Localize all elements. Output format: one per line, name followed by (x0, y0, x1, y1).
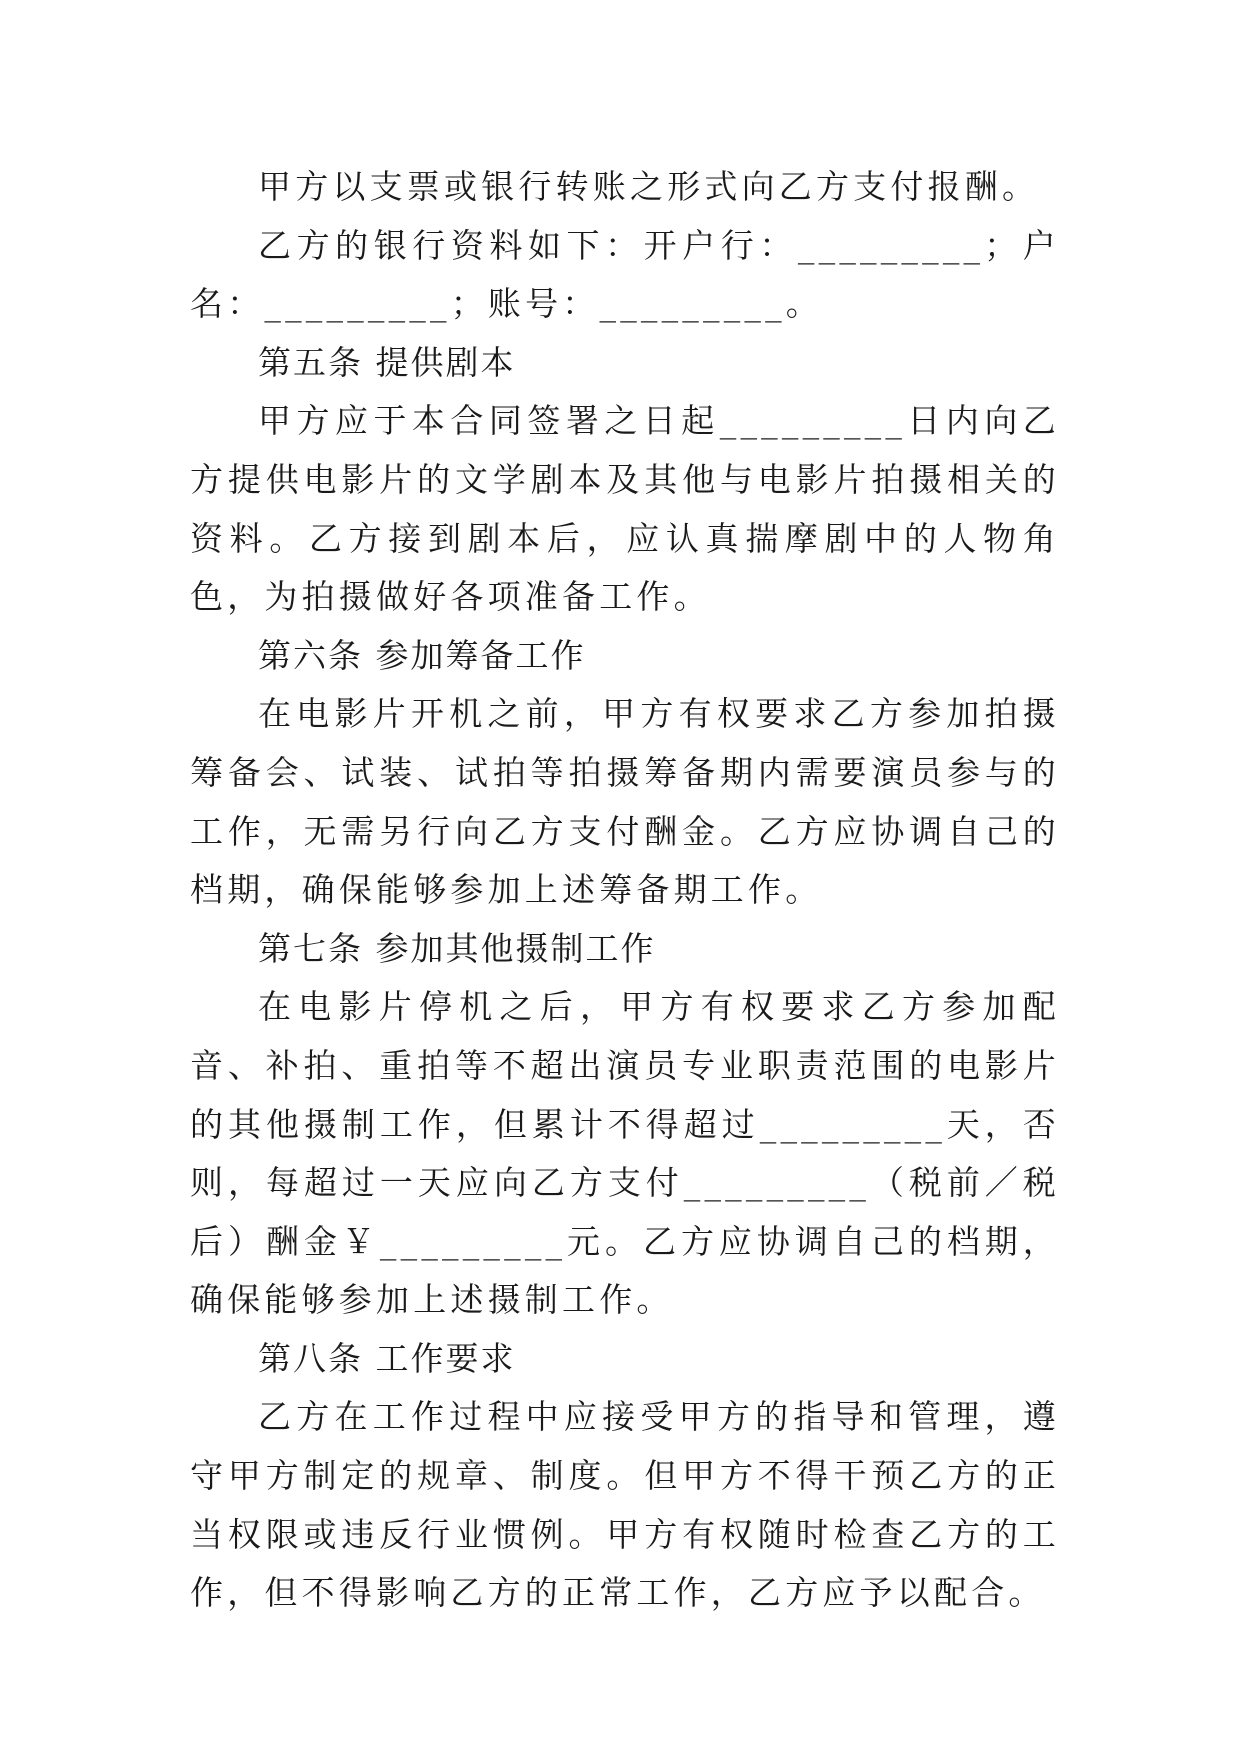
document-body (190, 158, 1060, 1623)
article-6-body: 在电影片开机之前，甲方有权要求乙方参加拍摄筹备会、试装、试拍等拍摄筹备期内需要演员参与的工作，无需另行向乙方支付酬金。乙方应协调自己的档期，确保能够参加上述筹备期工作。 (190, 694, 1060, 910)
article-5-heading: 第五条 提供剧本 (258, 342, 516, 382)
article-7-heading: 第七条 参加其他摄制工作 (258, 928, 656, 968)
article-6-heading: 第六条 参加筹备工作 (258, 635, 586, 675)
article-8-heading: 第八条 工作要求 (258, 1338, 516, 1378)
article-7-body: 在电影片停机之后，甲方有权要求乙方参加配音、补拍、重拍等不超出演员专业职责范围的电影片的其他摄制工作，但累计不得超过_________天，否则，每超过一天应向乙方支付_________（税前／税后）酬金￥_________元。乙方应协调自己的档期，确保能够参加上述摄制工作。 (190, 987, 1060, 1320)
article-5-body: 甲方应于本合同签署之日起_________日内向乙方提供电影片的文学剧本及其他与电影片拍摄相关的资料。乙方接到剧本后，应认真揣摩剧中的人物角色，为拍摄做好各项准备工作。 (190, 401, 1060, 617)
paragraph-bank-details: 乙方的银行资料如下：开户行：_________；户名：_________；账号：_________。 (190, 225, 1060, 324)
article-8-body: 乙方在工作过程中应接受甲方的指导和管理，遵守甲方制定的规章、制度。但甲方不得干预乙方的正当权限或违反行业惯例。甲方有权随时检查乙方的工作，但不得影响乙方的正常工作，乙方应予以配合。 (190, 1397, 1060, 1613)
paragraph-payment-method: 甲方以支票或银行转账之形式向乙方支付报酬。 (258, 167, 1040, 206)
